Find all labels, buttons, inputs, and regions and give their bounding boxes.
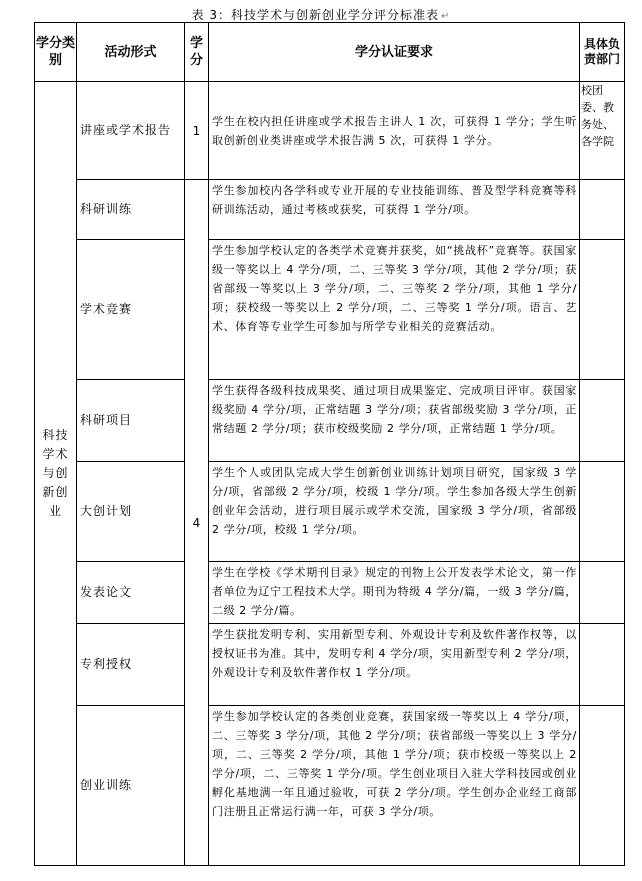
credit-cell: 4 [185,180,209,866]
table-row [35,380,625,462]
paragraph-mark-icon: ↵ [441,11,451,22]
department-cell-empty [580,624,625,706]
header-credit: 学分 [185,23,209,82]
table-row [35,624,625,706]
activity-cell: 讲座或学术报告 [77,82,185,180]
activity-cell: 专利授权 [77,624,185,706]
table-row [35,240,625,380]
department-cell-empty [580,562,625,624]
activity-cell: 学术竞赛 [77,240,185,380]
header-activity: 活动形式 [77,23,185,82]
requirement-cell: 学生在校内担任讲座或学术报告主讲人 1 次，可获得 1 学分；学生听取创新创业类讲座或学术报告满 5 次，可获得 1 学分。 [209,82,580,180]
requirement-cell: 学生获得各级科技成果奖、通过项目成果鉴定、完成项目评审。获国家级奖励 4 学分/项，正常结题 3 学分/项；获省部级奖励 3 学分/项，正常结题 2 学分/项；获市校级奖励 2 学分/项，正常结题 1 学分/项。 [209,380,580,462]
activity-cell: 大创计划 [77,462,185,562]
table-caption [0,6,642,23]
credit-standard-table [34,22,625,866]
activity-cell: 创业训练 [77,706,185,866]
department-cell-empty [580,180,625,240]
requirement-cell: 学生个人或团队完成大学生创新创业训练计划项目研究，国家级 3 学分/项，省部级 2 学分/项，校级 1 学分/项。学生参加各级大学生创新创业年会活动，进行项目展示或学术交流，国家级 3 学分/项，省部级 2 学分/项，校级 1 学分/项。 [209,462,580,562]
table-row [35,82,625,180]
table-row [35,706,625,866]
caption-text: 表 3：科技学术与创新创业学分评分标准表 [191,8,440,22]
department-cell-empty [580,240,625,380]
category-cell: 科技学术与创新创业 [35,82,77,866]
requirement-cell: 学生参加学校认定的各类学术竞赛并获奖，如“挑战杯”竞赛等。获国家级一等奖以上 4 学分/项，二、三等奖 3 学分/项，其他 2 学分/项；获省部级一等奖以上 3 学分/项，二、三等奖 2 学分/项，其他 1 学分/项；获校级一等奖以上 2 学分/项，二、三等奖 1 学分/项。语言、艺术、体育等专业学生可参加与所学专业相关的竞赛活动。 [209,240,580,380]
department-cell: 校团委、教务处、各学院 [580,82,625,180]
credit-cell: 1 [185,82,209,180]
activity-cell: 科研项目 [77,380,185,462]
department-cell-empty [580,706,625,866]
activity-cell: 发表论文 [77,562,185,624]
department-cell-empty [580,380,625,462]
department-cell-empty [580,462,625,562]
activity-cell: 科研训练 [77,180,185,240]
header-category: 学分类别 [35,23,77,82]
requirement-cell: 学生获批发明专利、实用新型专利、外观设计专利及软件著作权等，以授权证书为准。其中，发明专利 4 学分/项，实用新型专利 2 学分/项，外观设计专利及软件著作权 1 学分/项。 [209,624,580,706]
header-department: 具体负责部门 [580,23,625,82]
requirement-cell: 学生参加校内各学科或专业开展的专业技能训练、普及型学科竞赛等科研训练活动，通过考核或获奖，可获得 1 学分/项。 [209,180,580,240]
table-row [35,562,625,624]
requirement-cell: 学生在学校《学术期刊目录》规定的刊物上公开发表学术论文，第一作者单位为辽宁工程技术大学。期刊为特级 4 学分/篇，一级 3 学分/篇，二级 2 学分/篇。 [209,562,580,624]
table-row [35,462,625,562]
header-row [35,23,625,82]
table-row [35,180,625,240]
header-requirement: 学分认证要求 [209,23,580,82]
requirement-cell: 学生参加学校认定的各类创业竞赛，获国家级一等奖以上 4 学分/项，二、三等奖 3 学分/项，其他 2 学分/项；获省部级一等奖以上 3 学分/项，二、三等奖 2 学分/项，其他 1 学分/项；获市校级一等奖以上 2 学分/项，二、三等奖 1 学分/项。学生创业项目入驻大学科技园或创业孵化基地满一年且通过验收，可获 2 学分/项。学生创办企业经工商部门注册且正常运行满一年，可获 3 学分/项。 [209,706,580,866]
